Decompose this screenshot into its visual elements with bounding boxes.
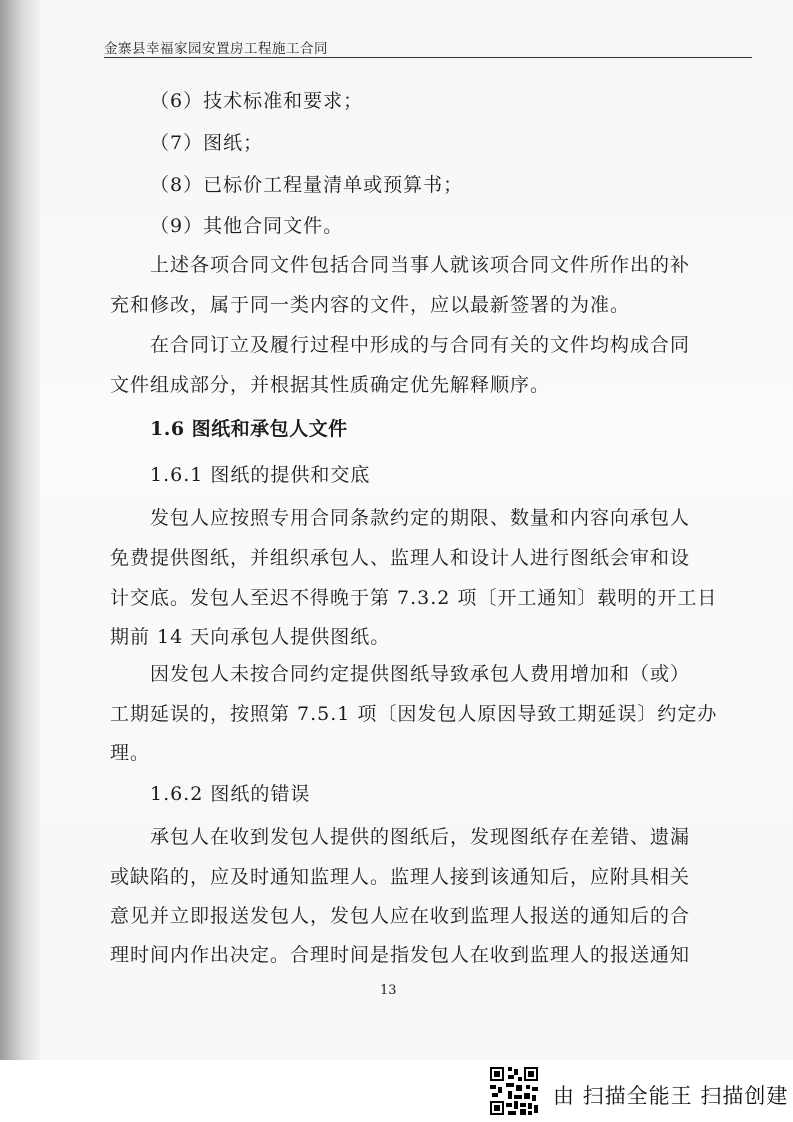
paragraph-line: 充和修改，属于同一类内容的文件，应以最新签署的为准。 xyxy=(110,294,631,316)
paragraph-line: 承包人在收到发包人提供的图纸后，发现图纸存在差错、遗漏 xyxy=(150,826,691,848)
paragraph-line: 理时间内作出决定。合理时间是指发包人在收到监理人的报送通知 xyxy=(110,944,691,966)
header-divider xyxy=(104,57,752,58)
page-header-title: 金寨县幸福家园安置房工程施工合同 xyxy=(104,41,328,57)
paragraph-line: 因发包人未按合同约定提供图纸导致承包人费用增加和（或） xyxy=(150,663,691,685)
subsection-heading-1-6-2: 1.6.2 图纸的错误 xyxy=(150,783,311,805)
list-item-7: （7）图纸； xyxy=(150,132,264,154)
paragraph-line: 在合同订立及履行过程中形成的与合同有关的文件均构成合同 xyxy=(150,334,691,356)
list-item-8: （8）已标价工程量清单或预算书； xyxy=(150,174,464,196)
paragraph-line: 理。 xyxy=(110,742,151,764)
list-item-9: （9）其他合同文件。 xyxy=(150,215,344,237)
page-number: 13 xyxy=(380,983,397,998)
subsection-heading-1-6-1: 1.6.1 图纸的提供和交底 xyxy=(150,464,371,486)
section-heading-1-6: 1.6 图纸和承包人文件 xyxy=(150,418,348,440)
paragraph-line: 意见并立即报送发包人，发包人应在收到监理人报送的通知后的合 xyxy=(110,905,691,927)
paragraph-line: 期前 14 天向承包人提供图纸。 xyxy=(110,626,391,648)
paragraph-line: 工期延误的，按照第 7.5.1 项〔因发包人原因导致工期延误〕约定办 xyxy=(110,703,718,725)
scan-app-credit: 由 扫描全能王 扫描创建 xyxy=(553,1084,789,1108)
paragraph-line: 免费提供图纸，并组织承包人、监理人和设计人进行图纸会审和设 xyxy=(110,547,691,569)
qr-code-icon xyxy=(488,1065,540,1117)
paragraph-line: 上述各项合同文件包括合同当事人就该项合同文件所作出的补 xyxy=(150,254,691,276)
paragraph-line: 或缺陷的，应及时通知监理人。监理人接到该通知后，应附具相关 xyxy=(110,866,691,888)
page-edge-shadow xyxy=(0,0,40,1060)
paragraph-line: 文件组成部分，并根据其性质确定优先解释顺序。 xyxy=(110,374,551,396)
paragraph-line: 计交底。发包人至迟不得晚于第 7.3.2 项〔开工通知〕载明的开工日 xyxy=(110,587,718,609)
list-item-6: （6）技术标准和要求； xyxy=(150,90,364,112)
paragraph-line: 发包人应按照专用合同条款约定的期限、数量和内容向承包人 xyxy=(150,507,691,529)
